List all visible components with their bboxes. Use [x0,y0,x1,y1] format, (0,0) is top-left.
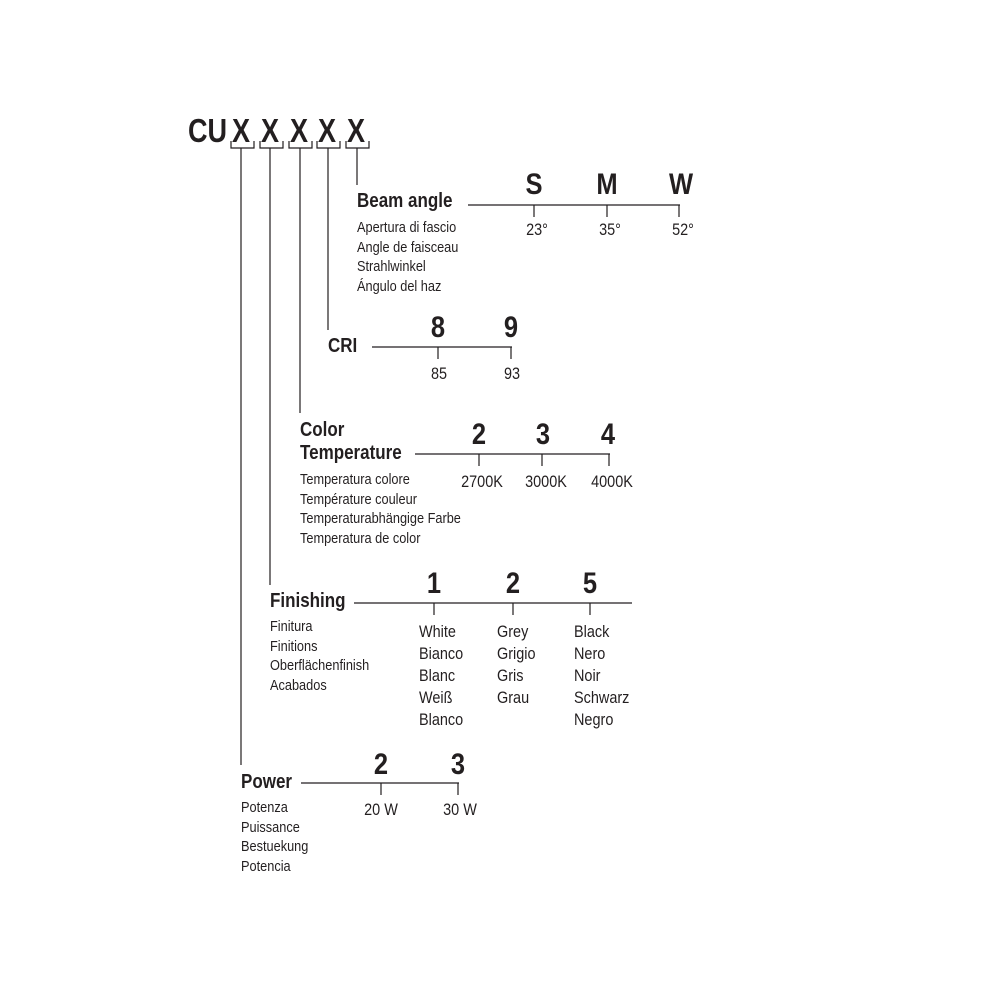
beam-title: Beam angle [357,190,453,212]
code-slot-1: X [232,112,251,149]
color-option-value: 2700K [461,472,503,491]
finishing-translations [270,617,369,695]
finishing-value: Noir [574,666,601,685]
color-option-value: 3000K [525,472,567,491]
finishing-value: Grey [497,622,529,641]
beam-translation-de: Strahlwinkel [357,258,426,275]
beam-option-value: 23° [526,220,548,239]
finishing-value: Bianco [419,644,464,663]
finishing-option-code: 2 [505,567,521,600]
power-title: Power [241,771,293,793]
cri-option-code: 9 [503,311,519,344]
finishing-option-code: 5 [582,567,598,600]
code-prefix: CU [188,112,228,149]
cri-option-value: 93 [503,364,521,383]
beam-option-code: M [596,168,618,201]
power-option-code: 3 [450,748,466,781]
beam-translation-fr: Angle de faisceau [357,238,459,256]
color-translation-es: Temperatura de color [300,529,421,547]
finishing-value: Schwarz [574,688,630,707]
finishing-value: White [419,622,456,641]
finishing-option-values [574,621,629,731]
code-slot-3: X [290,112,309,149]
finishing-value: Blanco [419,710,464,729]
code-slot-4: X [318,112,337,149]
power-option-value: 20 W [364,800,398,819]
finishing-option-code: 1 [426,567,442,600]
beam-translation-es: Ángulo del haz [357,277,442,295]
finishing-translation-de: Oberflächenfinish [270,657,370,674]
cri-option-code: 8 [430,311,446,344]
power-translation-es: Potencia [241,857,291,875]
power-option-code: 2 [373,748,389,781]
finishing-value: Grigio [497,644,536,663]
color-translation-de: Temperaturabhängige Farbe [300,510,461,527]
finishing-translation-es: Acabados [270,676,327,694]
power-translation-it: Potenza [241,799,288,816]
finishing-value: Nero [574,644,606,663]
finishing-option-values [419,621,463,731]
color-option-code: 4 [600,418,616,451]
cri-title: CRI [328,335,358,357]
power-option-value: 30 W [443,800,477,819]
finishing-option-values [497,621,536,709]
color-translation-fr: Température couleur [300,490,417,508]
product-code [188,112,227,150]
color-title-line2: Temperature [300,442,402,464]
beam-translation-it: Apertura di fascio [357,219,457,236]
finishing-translation-fr: Finitions [270,637,318,655]
finishing-value: Negro [574,710,614,729]
power-translation-fr: Puissance [241,818,300,836]
beam-option-code: S [525,168,543,201]
color-translation-it: Temperatura colore [300,471,410,488]
code-slot-5: X [347,112,366,149]
finishing-value: Weiß [419,688,453,707]
color-option-value: 4000K [591,472,633,491]
color-option-code: 2 [471,418,487,451]
power-translations [241,798,308,876]
finishing-value: Gris [497,666,524,685]
beam-option-code: W [668,168,694,201]
finishing-value: Blanc [419,666,456,685]
color-translations [300,470,461,548]
finishing-title: Finishing [270,590,346,612]
power-translation-de: Bestuekung [241,838,309,855]
color-option-code: 3 [535,418,551,451]
beam-option-value: 52° [672,220,694,239]
cri-option-value: 85 [430,364,448,383]
finishing-value: Black [574,622,610,641]
finishing-translation-it: Finitura [270,618,313,635]
finishing-value: Grau [497,688,530,707]
color-title-line1: Color [300,419,345,441]
code-slot-2: X [261,112,280,149]
beam-option-value: 35° [599,220,621,239]
beam-translations [357,218,458,296]
